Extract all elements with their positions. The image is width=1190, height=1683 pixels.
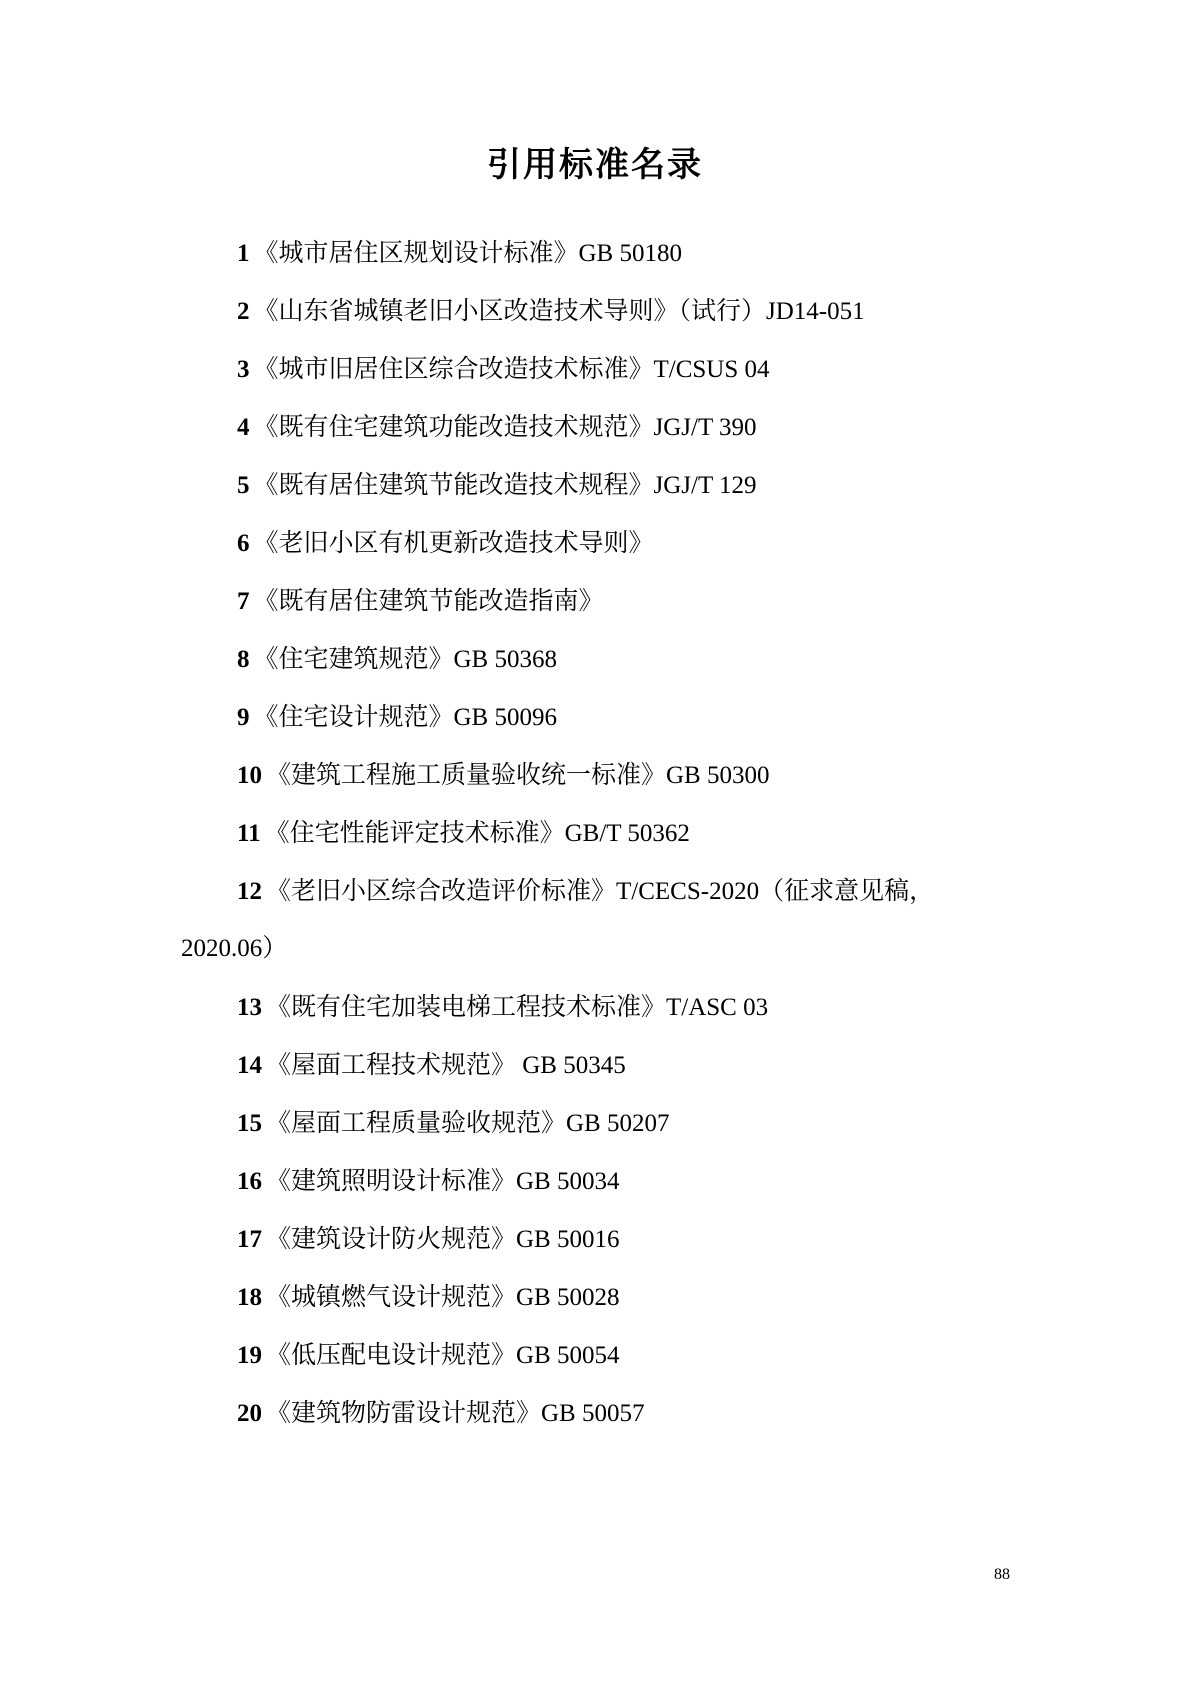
item-text: 《城市居住区规划设计标准》GB 50180 <box>253 240 682 267</box>
list-item <box>237 818 690 849</box>
list-item <box>237 1166 619 1197</box>
item-number: 19 <box>237 1342 262 1369</box>
item-text: 《既有居住建筑节能改造技术规程》JGJ/T 129 <box>253 472 757 499</box>
item-number: 12 <box>237 878 262 905</box>
item-number: 6 <box>237 530 250 557</box>
item-number: 4 <box>237 414 250 441</box>
list-item <box>237 1340 619 1371</box>
item-number: 1 <box>237 240 250 267</box>
list-item <box>237 238 682 269</box>
list-item <box>237 412 757 443</box>
item-number: 8 <box>237 646 250 673</box>
item-number: 11 <box>237 820 261 847</box>
item-text: 《山东省城镇老旧小区改造技术导则》（试行）JD14-051 <box>253 298 865 325</box>
item-text: 《住宅性能评定技术标准》GB/T 50362 <box>264 820 690 847</box>
item-number: 18 <box>237 1284 262 1311</box>
item-number: 7 <box>237 588 250 615</box>
list-item <box>237 470 757 501</box>
list-item <box>237 354 770 385</box>
list-item <box>237 586 604 617</box>
item-text: 《建筑工程施工质量验收统一标准》GB 50300 <box>266 762 770 789</box>
item-number: 17 <box>237 1226 262 1253</box>
list-item <box>237 644 557 675</box>
item-number: 9 <box>237 704 250 731</box>
item-text: 《低压配电设计规范》GB 50054 <box>266 1342 620 1369</box>
page-title: 引用标准名录 <box>487 145 703 185</box>
item-text: 《屋面工程技术规范》 GB 50345 <box>266 1052 626 1079</box>
item-number: 13 <box>237 994 262 1021</box>
item-text: 《既有住宅建筑功能改造技术规范》JGJ/T 390 <box>253 414 757 441</box>
item-text: 《老旧小区综合改造评价标准》T/CECS-2020（征求意见稿， <box>266 878 935 905</box>
item-text: 《住宅设计规范》GB 50096 <box>253 704 557 731</box>
list-item <box>237 1398 644 1429</box>
item-text: 《建筑物防雷设计规范》GB 50057 <box>266 1400 645 1427</box>
list-item <box>237 992 768 1023</box>
list-item <box>237 702 557 733</box>
item-number: 2 <box>237 298 250 325</box>
item-number: 20 <box>237 1400 262 1427</box>
item-number: 16 <box>237 1168 262 1195</box>
list-item <box>237 1224 619 1255</box>
list-item <box>237 876 934 907</box>
page-number: 88 <box>994 1566 1010 1583</box>
item-number: 3 <box>237 356 250 383</box>
list-item <box>237 1282 619 1313</box>
item-text: 《城市旧居住区综合改造技术标准》T/CSUS 04 <box>253 356 770 383</box>
item-text: 《既有住宅加装电梯工程技术标准》T/ASC 03 <box>266 994 769 1021</box>
list-item <box>237 1108 669 1139</box>
item-text: 《城镇燃气设计规范》GB 50028 <box>266 1284 620 1311</box>
item-text: 《既有居住建筑节能改造指南》 <box>253 588 604 615</box>
list-item <box>237 528 654 559</box>
list-item <box>237 760 769 791</box>
item-number: 5 <box>237 472 250 499</box>
item-number: 10 <box>237 762 262 789</box>
item-text: 《屋面工程质量验收规范》GB 50207 <box>266 1110 670 1137</box>
list-item <box>237 296 865 327</box>
list-item <box>237 1050 626 1081</box>
item-text: 《建筑设计防火规范》GB 50016 <box>266 1226 620 1253</box>
item-number: 14 <box>237 1052 262 1079</box>
item-text: 《住宅建筑规范》GB 50368 <box>253 646 557 673</box>
item-text: 《建筑照明设计标准》GB 50034 <box>266 1168 620 1195</box>
list-item-continuation: 2020.06） <box>181 935 288 962</box>
item-text: 《老旧小区有机更新改造技术导则》 <box>253 530 654 557</box>
item-number: 15 <box>237 1110 262 1137</box>
